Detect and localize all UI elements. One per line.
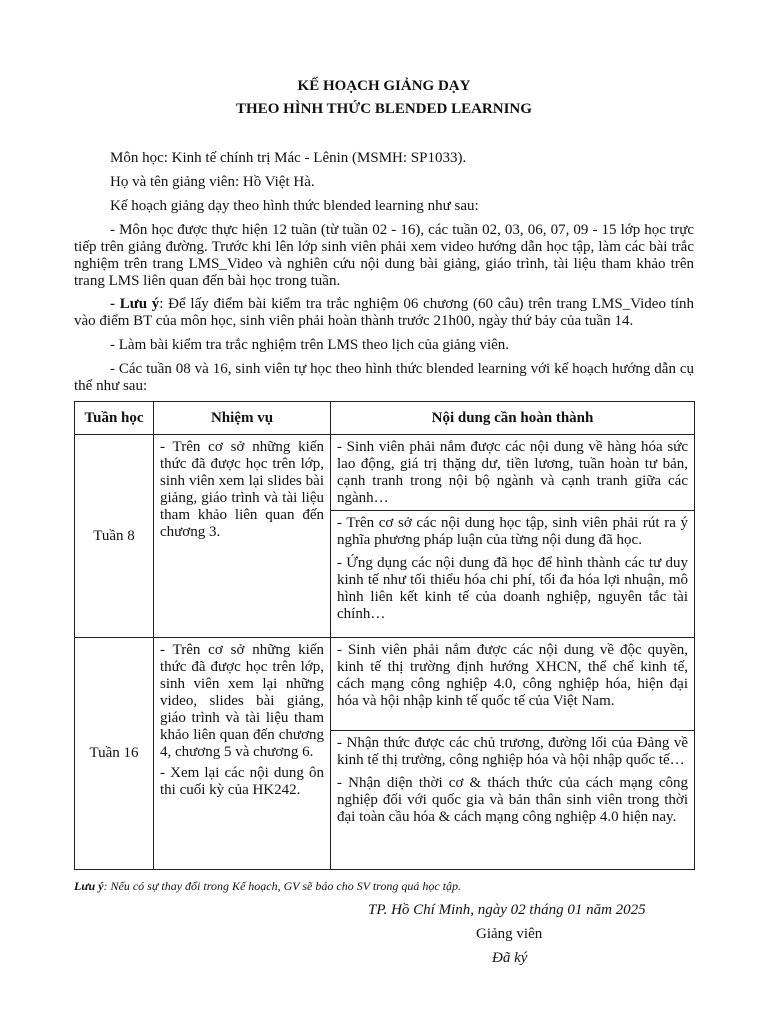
content-cell <box>331 435 695 638</box>
content-text: - Ứng dụng các nội dung đã học để hình thành các tư duy kinh tế như tối thiểu hóa chi phí, tối đa hóa lợi nhuận, mô hình liên kết kinh tế của doanh nghiệp, nguyên tắc tài chính… <box>337 555 688 622</box>
paragraph-note <box>74 296 694 330</box>
footnote-text: : Nếu có sự thay đổi trong Kế hoạch, GV sẽ báo cho SV trong quá học tập. <box>103 879 462 893</box>
document-title: KẾ HOẠCH GIẢNG DẠY <box>297 78 471 94</box>
week-cell: Tuần 16 <box>75 638 154 870</box>
task-item: - Trên cơ sở những kiến thức đã được học trên lớp, sinh viên xem lại những video, slides bài giảng, giáo trình và tài liệu tham khảo liên quan đến chương 4, chương 5 và chương 6. <box>160 642 324 760</box>
footnote-label: Lưu ý <box>74 879 104 893</box>
lecturer-line: Họ và tên giảng viên: Hồ Việt Hà. <box>110 174 315 190</box>
week-cell: Tuần 8 <box>75 435 154 638</box>
table-row <box>75 638 695 870</box>
content-text: - Trên cơ sở các nội dung học tập, sinh viên phải rút ra ý nghĩa phương pháp luận của từng nội dung đã học. <box>337 515 688 548</box>
paragraph-self-study: - Các tuần 08 và 16, sinh viên tự học theo hình thức blended learning với kế hoạch hướng dẫn cụ thể như sau: <box>74 361 694 394</box>
task-item: - Trên cơ sở những kiến thức đã được học trên lớp, sinh viên xem lại slides bài giảng, giáo trình và tài liệu tham khảo liên quan đến chương 3. <box>160 439 324 540</box>
note-label: - Lưu ý <box>110 296 160 312</box>
task-cell <box>154 435 331 638</box>
content-item: - Sinh viên phải nắm được các nội dung về hàng hóa sức lao động, giá trị thặng dư, tiền lương, tuần hoàn tư bản, cạnh tranh trong nội bộ ngành và cạnh tranh giữa các ngành… <box>337 439 688 506</box>
content-item <box>331 730 694 832</box>
header-task: Nhiệm vụ <box>154 402 331 435</box>
note-text: : Để lấy điểm bài kiểm tra trắc nghiệm 06 chương (60 câu) trên trang LMS_Video tính vào điểm BT của môn học, sinh viên phải hoàn thành trước 21h00, ngày thứ bảy của tuần 14. <box>74 296 695 329</box>
task-cell <box>154 638 331 870</box>
content-item <box>331 510 694 629</box>
header-content: Nội dung cần hoàn thành <box>331 402 695 435</box>
signed-mark: Đã ký <box>492 950 528 966</box>
subject-line: Môn học: Kinh tế chính trị Mác - Lênin (MSMH: SP1033). <box>110 150 467 166</box>
plan-intro: Kế hoạch giảng dạy theo hình thức blended learning như sau: <box>110 198 479 214</box>
content-text: - Nhận diện thời cơ & thách thức của cách mạng công nghiệp đối với quốc gia và bản thân sinh viên trong thời đại toàn cầu hóa & cách mạng công nghiệp 4.0 hiện nay. <box>337 775 688 825</box>
document-subtitle: THEO HÌNH THỨC BLENDED LEARNING <box>236 101 532 117</box>
place-date: TP. Hồ Chí Minh, ngày 02 tháng 01 năm 2025 <box>368 902 646 918</box>
header-week: Tuần học <box>75 402 154 435</box>
paragraph-schedule: - Môn học được thực hiện 12 tuần (từ tuần 02 - 16), các tuần 02, 03, 06, 07, 09 - 15 lớp học trực tiếp trên giảng đường. Trước khi lên lớp sinh viên phải xem video hướng dẫn học tập, làm các bài trắc nghiệm trên trang LMS_Video và nghiên cứu nội dung bài giảng, giáo trình, tài liệu tham khảo trên trang LMS liên quan đến bài học trong tuần. <box>74 222 694 289</box>
task-item: - Xem lại các nội dung ôn thi cuối kỳ của HK242. <box>160 765 324 798</box>
table-row <box>75 435 695 638</box>
content-text: - Nhận thức được các chủ trương, đường lối của Đảng về kinh tế thị trường, công nghiệp hóa và hội nhập quốc tế… <box>337 735 688 768</box>
footnote <box>74 878 461 895</box>
paragraph-lms-test: - Làm bài kiểm tra trắc nghiệm trên LMS theo lịch của giảng viên. <box>110 337 510 353</box>
signer-role: Giảng viên <box>476 926 543 942</box>
plan-table <box>74 401 695 870</box>
content-cell <box>331 638 695 870</box>
table-header-row <box>75 402 695 435</box>
content-item: - Sinh viên phải nắm được các nội dung về độc quyền, kinh tế thị trường định hướng XHCN, thể chế kinh tế, cách mạng công nghiệp 4.0, công nghiệp hóa, hiện đại hóa và hội nhập kinh tế quốc tế của Việt Nam. <box>337 642 688 709</box>
